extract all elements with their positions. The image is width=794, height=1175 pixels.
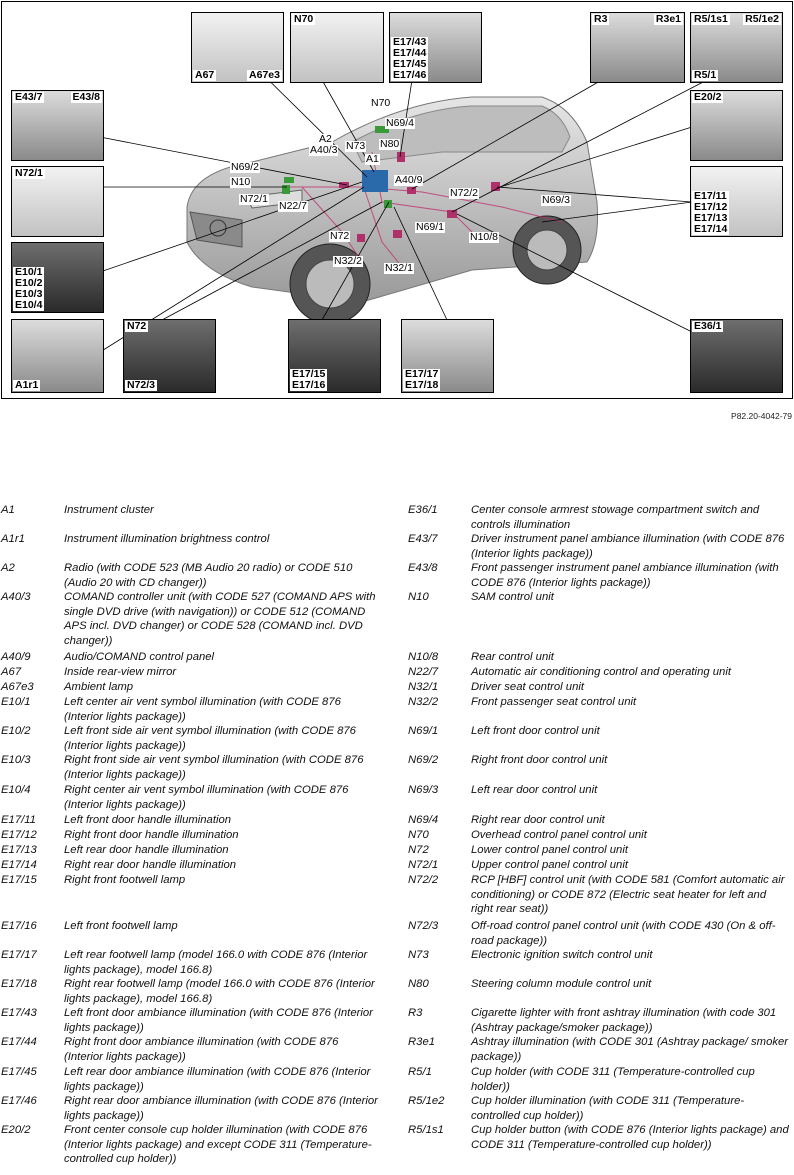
legend-code: E17/17: [1, 949, 37, 961]
callout-a1: A1: [366, 153, 379, 165]
legend-description: Right rear door control unit: [471, 814, 605, 826]
legend-description: Right rear footwell lamp (model 166.0 with CODE 876 (Interior lights package), model 166.8): [64, 978, 375, 1005]
legend-code: N80: [408, 978, 429, 990]
legend-code: E36/1: [408, 504, 438, 516]
callout-n10-8: N10/8: [470, 231, 499, 243]
legend-code: E17/15: [1, 874, 37, 886]
callout-n69-3: N69/3: [542, 194, 571, 206]
legend-code: E17/14: [1, 859, 37, 871]
legend-code: N72/3: [408, 920, 439, 932]
legend-description: Left rear door control unit: [471, 784, 598, 796]
legend-description: Inside rear-view mirror: [64, 666, 177, 678]
legend-code: N70: [408, 829, 429, 841]
callout-n69-1: N69/1: [416, 221, 445, 233]
legend-description: Cigarette lighter with front ashtray illumination (with code 301 (Ashtray package/smoker package)): [471, 1007, 777, 1034]
inset-e36-1: [690, 319, 783, 393]
legend-code: N32/1: [408, 681, 439, 693]
legend-description: Electronic ignition switch control unit: [471, 949, 653, 961]
legend-description: Driver seat control unit: [471, 681, 585, 693]
inset-e20-2: [690, 90, 783, 161]
legend-code: A2: [1, 562, 15, 574]
legend-code: N73: [408, 949, 429, 961]
legend-code: E20/2: [1, 1124, 31, 1136]
label-a1r1: A1r1: [15, 379, 39, 391]
legend-description: Ambient lamp: [64, 681, 134, 693]
legend-description: Left front side air vent symbol illumination (with CODE 876 (Interior lights package)): [64, 725, 356, 752]
legend-code: R3e1: [408, 1036, 436, 1048]
legend-code: N69/2: [408, 754, 439, 766]
legend-code: N72/1: [408, 859, 439, 871]
legend-code: E17/16: [1, 920, 37, 932]
legend-description: Cup holder button (with CODE 876 (Interior lights package) and CODE 311 (Temperature-controlled cup holder)): [471, 1124, 789, 1151]
callout-n73: N73: [346, 140, 366, 152]
callout-n70: N70: [371, 97, 391, 109]
legend-description: Ashtray illumination (with CODE 301 (Ashtray package/ smoker package)): [471, 1036, 789, 1063]
legend-description: Cup holder (with CODE 311 (Temperature-controlled cup holder)): [471, 1066, 755, 1093]
legend-code: A1: [1, 504, 15, 516]
legend-code: E17/11: [1, 814, 36, 826]
label-e10: E10/1 E10/2 E10/3 E10/4: [15, 266, 43, 311]
legend-description: Left rear door ambiance illumination (with CODE 876 (Interior lights package)): [64, 1066, 371, 1093]
legend-description: Upper control panel control unit: [471, 859, 628, 871]
legend-description: Right front door handle illumination: [64, 829, 239, 841]
inset-e17-43: [389, 12, 482, 83]
inset-e17-15: [288, 319, 381, 393]
callout-n72: N72: [330, 230, 350, 242]
callout-a40-9: A40/9: [395, 174, 423, 186]
legend-code: E17/13: [1, 844, 37, 856]
legend-code: N22/7: [408, 666, 439, 678]
legend-description: Left front door handle illumination: [64, 814, 232, 826]
label-e17-17-18: E17/17 E17/18: [405, 368, 439, 391]
legend-code: A1r1: [1, 533, 25, 545]
legend-description: Steering column module control unit: [471, 978, 652, 990]
inset-e43: [11, 90, 104, 161]
inset-a1r1: [11, 319, 104, 393]
label-e17-43-46: E17/43 E17/44 E17/45 E17/46: [393, 36, 427, 81]
legend-code: E17/45: [1, 1066, 37, 1078]
legend-description: Cup holder illumination (with CODE 311 (Temperature-controlled cup holder)): [471, 1095, 745, 1122]
inset-e10: [11, 242, 104, 313]
legend-code: E17/44: [1, 1036, 37, 1048]
legend-code: N72/2: [408, 874, 439, 886]
legend-code: N69/3: [408, 784, 439, 796]
legend-code: E17/12: [1, 829, 37, 841]
label-n72-inset: N72: [127, 320, 147, 332]
legend-description: Right center air vent symbol illumination (with CODE 876 (Interior lights package)): [64, 784, 349, 811]
inset-e17-11: [690, 166, 783, 237]
callout-n10: N10: [231, 176, 251, 188]
callout-n32-1: N32/1: [385, 262, 414, 274]
legend-description: Off-road control panel control unit (with CODE 430 (On & off-road package)): [471, 920, 776, 947]
legend-code: R3: [408, 1007, 423, 1019]
legend-description: Right rear door ambiance illumination (with CODE 876 (Interior lights package)): [64, 1095, 378, 1122]
legend-code: A67e3: [1, 681, 34, 693]
legend-description: Left center air vent symbol illumination (with CODE 876 (Interior lights package)): [64, 696, 341, 723]
legend-description: RCP [HBF] control unit (with CODE 581 (Comfort automatic air conditioning) or CODE 872 (Electric seat heater for left and right rear seat)): [471, 874, 785, 916]
legend-description: Right front door control unit: [471, 754, 608, 766]
legend-code: E10/3: [1, 754, 31, 766]
legend-description: Left rear door handle illumination: [64, 844, 229, 856]
legend-code: N10: [408, 591, 429, 603]
legend-description: Lower control panel control unit: [471, 844, 628, 856]
legend-description: Right rear door handle illumination: [64, 859, 237, 871]
legend-description: SAM control unit: [471, 591, 554, 603]
legend-description: Radio (with CODE 523 (MB Audio 20 radio) or CODE 510 (Audio 20 with CD changer)): [64, 562, 353, 589]
label-r3: R3: [594, 13, 608, 25]
legend-code: R5/1: [408, 1066, 432, 1078]
legend-description: Automatic air conditioning control and operating unit: [471, 666, 731, 678]
label-e43-7: E43/7: [15, 91, 43, 103]
legend-code: R5/1s1: [408, 1124, 444, 1136]
legend-code: E17/43: [1, 1007, 37, 1019]
legend-code: N32/2: [408, 696, 439, 708]
inset-n72-1: [11, 166, 104, 237]
component-location-diagram: [1, 1, 793, 399]
inset-n70: [290, 12, 384, 83]
legend-description: Right front door ambiance illumination (with CODE 876 (Interior lights package)): [64, 1036, 339, 1063]
inset-r3: [590, 12, 685, 83]
legend-code: E10/1: [1, 696, 31, 708]
legend-code: A67: [1, 666, 22, 678]
legend-description: Front passenger seat control unit: [471, 696, 637, 708]
inset-n72: [123, 319, 216, 393]
callout-a40-3: A40/3: [310, 144, 338, 156]
legend-description: Center console armrest stowage compartment switch and controls illumination: [471, 504, 760, 531]
callout-n69-4: N69/4: [386, 117, 415, 129]
legend-code: E10/4: [1, 784, 31, 796]
callout-n72-2: N72/2: [450, 187, 479, 199]
label-r3e1: R3e1: [655, 13, 681, 25]
legend-description: Instrument cluster: [64, 504, 154, 516]
legend-code: R5/1e2: [408, 1095, 445, 1107]
legend-description: COMAND controller unit (with CODE 527 (COMAND APS with single DVD drive (with navigation)) or CODE 512 (COMAND APS incl. DVD changer) or CODE 528 (COMAND incl. DVD changer)): [64, 591, 376, 648]
legend-code: N69/4: [408, 814, 439, 826]
legend-code: E17/18: [1, 978, 37, 990]
label-r5-1e2: R5/1e2: [745, 13, 779, 25]
label-n72-3: N72/3: [127, 379, 156, 391]
legend-code: E17/46: [1, 1095, 37, 1107]
legend-description: Rear control unit: [471, 651, 554, 663]
legend-description: Left front footwell lamp: [64, 920, 178, 932]
legend-description: Driver instrument panel ambiance illumination (with CODE 876 (Interior lights package)): [471, 533, 785, 560]
callout-n80: N80: [380, 138, 400, 150]
callout-n32-2: N32/2: [334, 255, 363, 267]
legend-code: E43/8: [408, 562, 438, 574]
legend-description: Left rear footwell lamp (model 166.0 with CODE 876 (Interior lights package), model 166.8): [64, 949, 368, 976]
legend-code: N69/1: [408, 725, 439, 737]
legend-description: Right front footwell lamp: [64, 874, 186, 886]
label-n70-inset: N70: [294, 13, 314, 25]
legend-description: Overhead control panel control unit: [471, 829, 647, 841]
label-e36-1: E36/1: [694, 320, 722, 332]
label-r5-1s1: R5/1s1: [694, 13, 728, 25]
label-n72-1-inset: N72/1: [15, 167, 44, 179]
callout-n72-1: N72/1: [240, 193, 269, 205]
legend-code: A40/3: [1, 591, 31, 603]
legend-description: Audio/COMAND control panel: [64, 651, 215, 663]
legend-description: Right front side air vent symbol illumination (with CODE 876 (Interior lights package)): [64, 754, 364, 781]
inset-a67: [191, 12, 284, 83]
callout-n22-7: N22/7: [279, 200, 308, 212]
callout-n69-2: N69/2: [231, 161, 260, 173]
legend-description: Left front door ambiance illumination (with CODE 876 (Interior lights package)): [64, 1007, 373, 1034]
label-e43-8: E43/8: [72, 91, 100, 103]
label-e17-11-14: E17/11 E17/12 E17/13 E17/14: [694, 190, 728, 235]
figure-reference: P82.20-4042-79: [731, 411, 792, 421]
label-e20-2: E20/2: [694, 91, 722, 103]
legend-code: N72: [408, 844, 429, 856]
inset-e17-17: [401, 319, 494, 393]
legend-code: N10/8: [408, 651, 439, 663]
label-e17-15-16: E17/15 E17/16: [292, 368, 326, 391]
inset-r5-1: [690, 12, 783, 83]
legend-code: E43/7: [408, 533, 438, 545]
label-r5-1: R5/1: [694, 69, 717, 81]
legend-description: Front passenger instrument panel ambiance illumination (with CODE 876 (Interior lights package)): [471, 562, 779, 589]
label-a67: A67: [195, 69, 215, 81]
legend-code: E10/2: [1, 725, 31, 737]
label-a67e3: A67e3: [249, 69, 280, 81]
callout-a2: A2: [319, 133, 332, 145]
legend-description: Front center console cup holder illumination (with CODE 876 (Interior lights package) and except CODE 311 (Temperature-controlled cup holder)): [64, 1124, 372, 1166]
legend-description: Left front door control unit: [471, 725, 600, 737]
legend-description: Instrument illumination brightness control: [64, 533, 270, 545]
legend-code: A40/9: [1, 651, 31, 663]
